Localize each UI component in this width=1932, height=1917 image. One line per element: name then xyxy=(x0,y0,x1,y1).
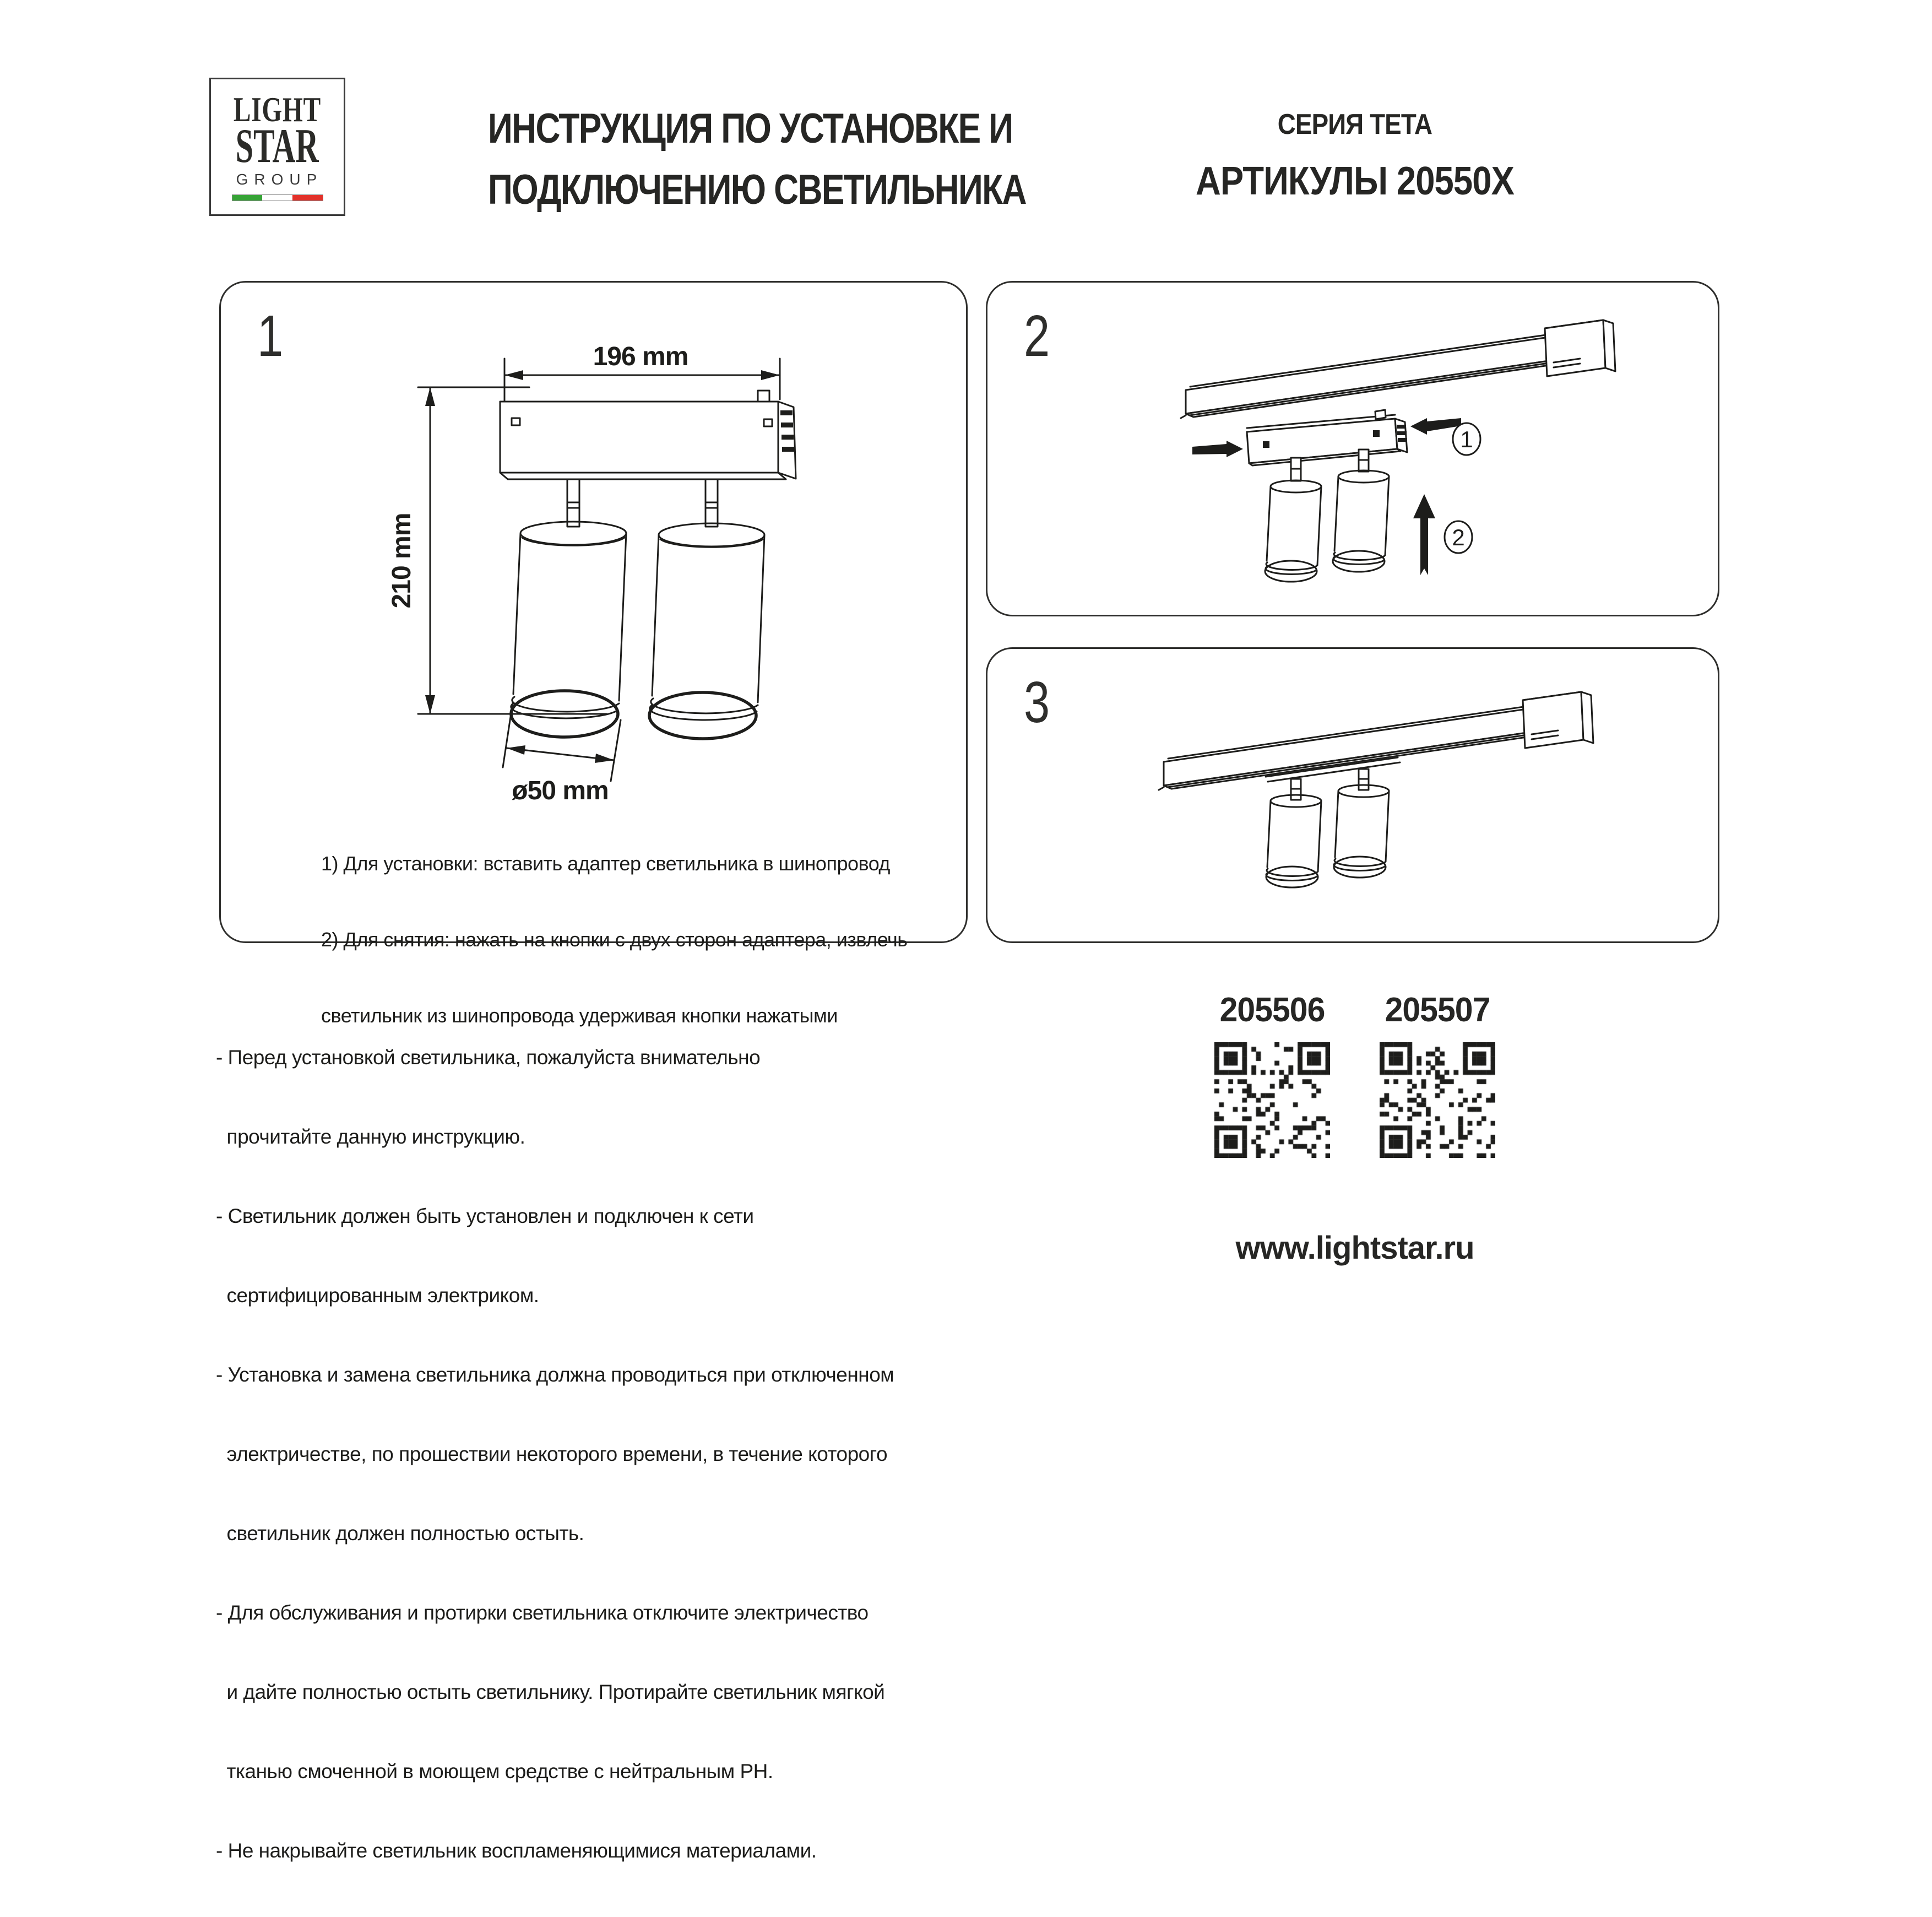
qr-code-2 xyxy=(1380,1042,1495,1158)
callout-2 xyxy=(1445,521,1472,553)
article-code-2: 205507 xyxy=(1385,991,1490,1029)
warning-line: сертифицированным электриком. xyxy=(216,1284,539,1307)
spot-cylinder-left xyxy=(511,522,626,737)
track-rail xyxy=(1159,692,1593,790)
callout-1 xyxy=(1453,423,1480,455)
spot-cylinder-right xyxy=(1333,470,1389,572)
step-line: 2) Для снятия: нажать на кнопки с двух сторон адаптера, извлечь xyxy=(321,928,908,951)
lightstar-logo xyxy=(209,78,345,216)
article-code-1: 205506 xyxy=(1219,991,1325,1029)
panel-3-mounted xyxy=(986,647,1719,943)
warning-line: светильник должен полностью остыть. xyxy=(216,1522,584,1545)
warning-line: и дайте полностью остыть светильнику. Протирайте светильник мягкой xyxy=(216,1681,885,1703)
page-title xyxy=(488,98,1026,220)
logo-italian-flag xyxy=(232,194,323,201)
warning-line: тканью смоченной в моющем средстве с нейтральным PH. xyxy=(216,1760,773,1783)
safety-warnings xyxy=(216,992,894,1917)
callout-2-label: 2 xyxy=(1452,524,1465,550)
callout-1-label: 1 xyxy=(1460,426,1473,452)
panel-3-number: 3 xyxy=(1024,670,1050,735)
insert-up-arrow xyxy=(1413,494,1435,575)
spot-cylinder-left xyxy=(1266,795,1321,887)
flag-green-stripe xyxy=(232,195,263,201)
series-title: СЕРИЯ ТЕТА xyxy=(1277,109,1432,140)
push-arrow-left xyxy=(1192,441,1243,457)
warning-line: - Не накрывайте светильник воспламеняющимися материалами. xyxy=(216,1839,817,1862)
warning-line: - Светильник должен быть установлен и подключен к сети xyxy=(216,1205,754,1227)
dim-50-label: ø50 mm xyxy=(512,776,609,805)
warning-line: - Для обслуживания и протирки светильника отключите электричество xyxy=(216,1601,869,1624)
install-steps-drawing xyxy=(987,283,1718,615)
release-button-right xyxy=(1373,430,1380,437)
step-line: 1) Для установки: вставить адаптер светильника в шинопровод xyxy=(321,852,890,875)
warning-line: - Установка и замена светильника должна проводиться при отключенном xyxy=(216,1363,894,1386)
dim-196-label: 196 mm xyxy=(593,342,688,371)
warning-line: - Перед установкой светильника, пожалуйста внимательно xyxy=(216,1046,761,1069)
panel-1-dimensions xyxy=(219,281,968,1027)
adapter-box xyxy=(1247,410,1407,465)
adapter-box xyxy=(500,391,796,479)
track-rail xyxy=(1181,320,1615,418)
top-button-tab xyxy=(1375,410,1386,419)
logo-group-text: GROUP xyxy=(236,171,323,188)
top-button-tab xyxy=(758,391,769,402)
flag-red-stripe xyxy=(292,195,323,201)
mounted-fixture-drawing xyxy=(987,649,1718,941)
warning-line: прочитайте данную инструкцию. xyxy=(216,1125,525,1148)
fixture-stems xyxy=(567,479,718,527)
dim-210-label: 210 mm xyxy=(387,513,416,609)
title-line-1: ИНСТРУКЦИЯ ПО УСТАНОВКЕ И xyxy=(488,105,1013,152)
qr-code-1 xyxy=(1214,1042,1330,1158)
logo-light-text: LIGHT xyxy=(234,90,321,129)
flag-white-stripe xyxy=(262,195,292,201)
articles-title: АРТИКУЛЫ 20550X xyxy=(1195,159,1515,203)
title-line-2: ПОДКЛЮЧЕНИЮ СВЕТИЛЬНИКА xyxy=(488,166,1026,213)
logo-star-text: STAR xyxy=(236,120,319,173)
release-button-left xyxy=(1263,441,1269,448)
panel-2-number: 2 xyxy=(1024,304,1050,369)
spot-cylinder-left xyxy=(1265,480,1321,582)
width-dimension xyxy=(504,342,780,402)
step-line: светильник из шинопровода удерживая кнопки нажатыми xyxy=(321,1004,838,1027)
warning-line: электричестве, по прошествии некоторого времени, в течение которого xyxy=(216,1443,888,1465)
website-link[interactable]: www.lightstar.ru xyxy=(1235,1230,1474,1266)
spot-cylinder-right xyxy=(1334,785,1389,878)
panel-2-install xyxy=(986,281,1719,616)
panel-1-number: 1 xyxy=(257,304,284,369)
spot-cylinder-right xyxy=(649,523,764,739)
